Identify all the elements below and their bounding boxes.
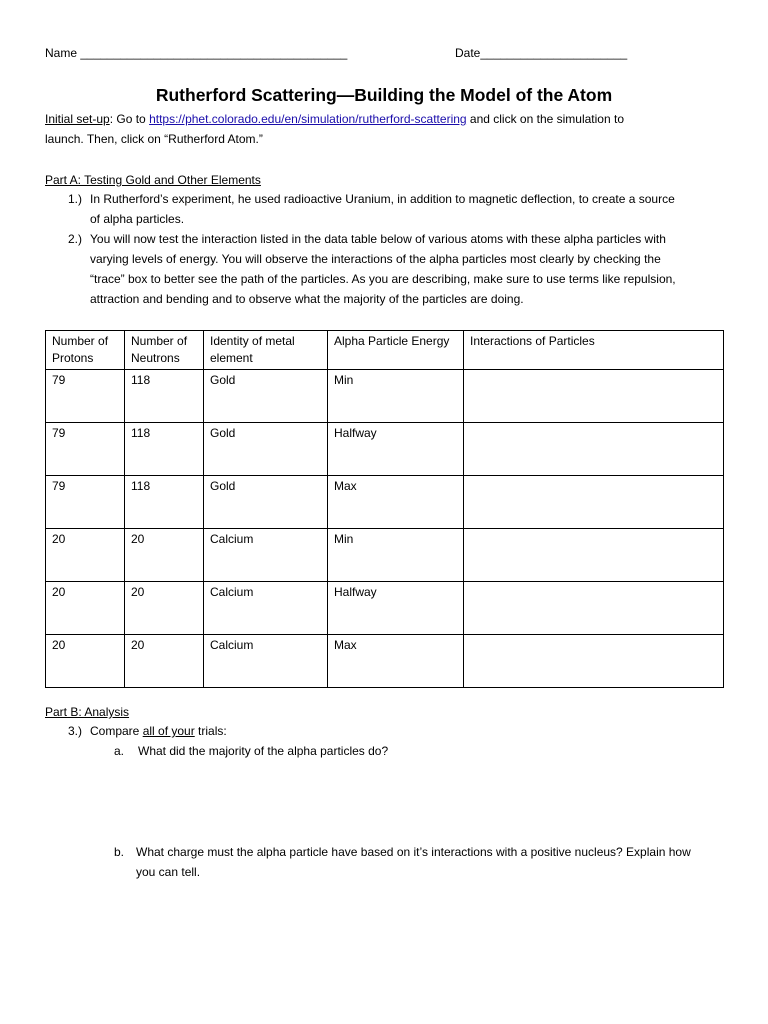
item-text-line: You will now test the interaction listed in the data table below of various atoms with these alpha particles with <box>90 232 666 246</box>
cell-neutrons: 118 <box>125 423 204 476</box>
cell-element: Calcium <box>204 582 328 635</box>
part-b-heading: Part B: Analysis <box>45 705 130 719</box>
item-3-text <box>90 721 227 741</box>
cell-element: Gold <box>204 476 328 529</box>
table-row <box>46 370 724 423</box>
cell-interactions[interactable] <box>464 529 724 582</box>
cell-energy: Halfway <box>328 423 464 476</box>
question-b-text-line: What charge must the alpha particle have based on it’s interactions with a positive nucleus? Explain how <box>136 845 691 859</box>
cell-neutrons: 118 <box>125 476 204 529</box>
cell-neutrons: 118 <box>125 370 204 423</box>
item-number: 3.) <box>68 724 83 738</box>
cell-neutrons: 20 <box>125 582 204 635</box>
cell-energy: Min <box>328 370 464 423</box>
item-number: 1.) <box>68 192 83 206</box>
cell-interactions[interactable] <box>464 582 724 635</box>
cell-interactions[interactable] <box>464 423 724 476</box>
page-title: Rutherford Scattering—Building the Model of the Atom <box>155 85 613 105</box>
question-a-label: a. <box>114 744 125 758</box>
item-3-text-before: Compare <box>90 724 143 738</box>
name-field[interactable]: Name ________________________________________ <box>45 46 348 60</box>
data-table <box>45 330 724 688</box>
setup-line-2: launch. Then, click on “Rutherford Atom.” <box>45 132 263 146</box>
cell-neutrons: 20 <box>125 529 204 582</box>
item-text-line: of alpha particles. <box>90 212 185 226</box>
item-number: 2.) <box>68 232 83 246</box>
table-row <box>46 529 724 582</box>
item-text-line: In Rutherford’s experiment, he used radioactive Uranium, in addition to magnetic deflection, to create a source <box>90 192 675 206</box>
question-a <box>114 741 734 761</box>
cell-element: Calcium <box>204 635 328 688</box>
phet-link[interactable]: https://phet.colorado.edu/en/simulation/rutherford-scattering <box>149 112 467 126</box>
date-field[interactable]: Date______________________ <box>455 46 628 60</box>
header-energy: Alpha Particle Energy <box>328 331 464 370</box>
cell-interactions[interactable] <box>464 476 724 529</box>
header-element: Identity of metal element <box>204 331 328 370</box>
setup-line-1 <box>45 109 624 129</box>
item-text-line: attraction and bending and to observe what the majority of the particles are doing. <box>90 292 524 306</box>
cell-protons: 20 <box>46 582 125 635</box>
table-row <box>46 423 724 476</box>
table-row <box>46 635 724 688</box>
cell-energy: Halfway <box>328 582 464 635</box>
cell-element: Calcium <box>204 529 328 582</box>
cell-element: Gold <box>204 370 328 423</box>
item-text-line: varying levels of energy. You will observe the interactions of the alpha particles most clearly by checking the <box>90 252 661 266</box>
cell-interactions[interactable] <box>464 635 724 688</box>
cell-protons: 79 <box>46 370 125 423</box>
setup-text-after: and click on the simulation to <box>466 112 624 126</box>
header-protons: Number of Protons <box>46 331 125 370</box>
setup-text-before: : Go to <box>109 112 150 126</box>
cell-energy: Min <box>328 529 464 582</box>
part-b-item-3 <box>68 721 728 741</box>
table-header-row <box>46 331 724 370</box>
cell-energy: Max <box>328 476 464 529</box>
header-row <box>45 46 725 66</box>
question-b-text-line: you can tell. <box>136 865 201 879</box>
cell-interactions[interactable] <box>464 370 724 423</box>
header-interactions: Interactions of Particles <box>464 331 724 370</box>
setup-label: Initial set-up <box>45 112 110 126</box>
question-a-text: What did the majority of the alpha particles do? <box>138 744 389 758</box>
header-neutrons: Number of Neutrons <box>125 331 204 370</box>
table-row <box>46 582 724 635</box>
item-3-text-after: trials: <box>194 724 227 738</box>
cell-neutrons: 20 <box>125 635 204 688</box>
item-text-line: “trace” box to better see the path of the particles. As you are describing, make sure to use terms like repulsion, <box>90 272 676 286</box>
cell-element: Gold <box>204 423 328 476</box>
cell-protons: 79 <box>46 476 125 529</box>
cell-protons: 20 <box>46 635 125 688</box>
cell-protons: 79 <box>46 423 125 476</box>
part-a-heading: Part A: Testing Gold and Other Elements <box>45 173 261 187</box>
item-3-underlined: all of your <box>142 724 195 738</box>
question-b <box>114 842 754 882</box>
cell-protons: 20 <box>46 529 125 582</box>
question-b-label: b. <box>114 845 125 859</box>
cell-energy: Max <box>328 635 464 688</box>
table-row <box>46 476 724 529</box>
